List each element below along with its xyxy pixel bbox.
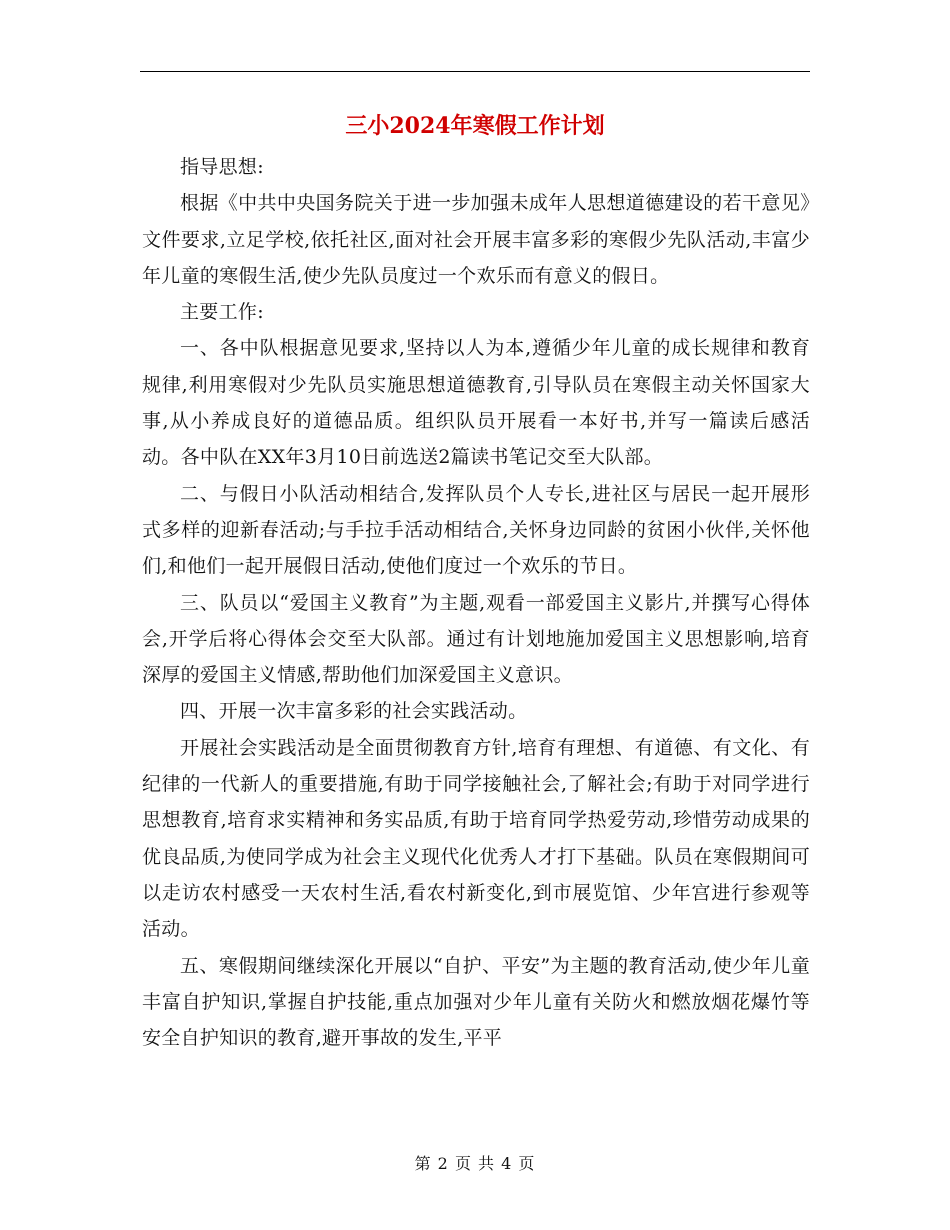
paragraph-item-1: 一、各中队根据意见要求,坚持以人为本,遵循少年儿童的成长规律和教育规律,利用寒假对少先队员实施思想道德教育,引导队员在寒假主动关怀国家大事,从小养成良好的道德品质。组织队员开展看一本好书,并写一篇读后感活动。各中队在XX年3月10日前选送2篇读书笔记交至大队部。 [142, 337, 810, 469]
paragraph-item-4: 四、开展一次丰富多彩的社会实践活动。 [180, 700, 528, 723]
paragraph-guiding-heading: 指导思想: [180, 156, 264, 178]
paragraph-guiding-text: 根据《中共中央国务院关于进一步加强未成年人思想道德建设的若干意见》文件要求,立足学校,依托社区,面对社会开展丰富多彩的寒假少先队活动,丰富少年儿童的寒假生活,使少先队员度过一个欢乐而有意义的假日。 [142, 192, 810, 287]
document-body [142, 149, 810, 1056]
paragraph-item-3: 三、队员以“爱国主义教育”为主题,观看一部爱国主义影片,并撰写心得体会,开学后将心得体会交至大队部。通过有计划地施加爱国主义思想影响,培育深厚的爱国主义情感,帮助他们加深爱国主义意识。 [142, 591, 810, 687]
paragraph-item-2: 二、与假日小队活动相结合,发挥队员个人专长,进社区与居民一起开展形式多样的迎新春活动;与手拉手活动相结合,关怀身边同龄的贫困小伙伴,关怀他们,和他们一起开展假日活动,使他们度过一个欢乐的节日。 [142, 482, 810, 578]
document-title: 三小2024年寒假工作计划 [345, 113, 605, 139]
paragraph-main-work-heading: 主要工作: [180, 301, 264, 324]
page-footer [0, 1152, 950, 1176]
header-rule [140, 71, 810, 72]
paragraph-item-4-detail: 开展社会实践活动是全面贯彻教育方针,培育有理想、有道德、有文化、有纪律的一代新人的重要措施,有助于同学接触社会,了解社会;有助于对同学进行思想教育,培育求实精神和务实品质,有助于培育同学热爱劳动,珍惜劳动成果的优良品质,为使同学成为社会主义现代化优秀人才打下基础。队员在寒假期间可以走访农村感受一天农村生活,看农村新变化,到市展览馆、少年宫进行参观等活动。 [142, 736, 810, 941]
paragraph-item-5: 五、寒假期间继续深化开展以“自护、平安”为主题的教育活动,使少年儿童丰富自护知识,掌握自护技能,重点加强对少年儿童有关防火和燃放烟花爆竹等安全自护知识的教育,避开事故的发生,平平 [142, 954, 810, 1050]
page-number: 第 2 页 共 4 页 [414, 1154, 536, 1173]
